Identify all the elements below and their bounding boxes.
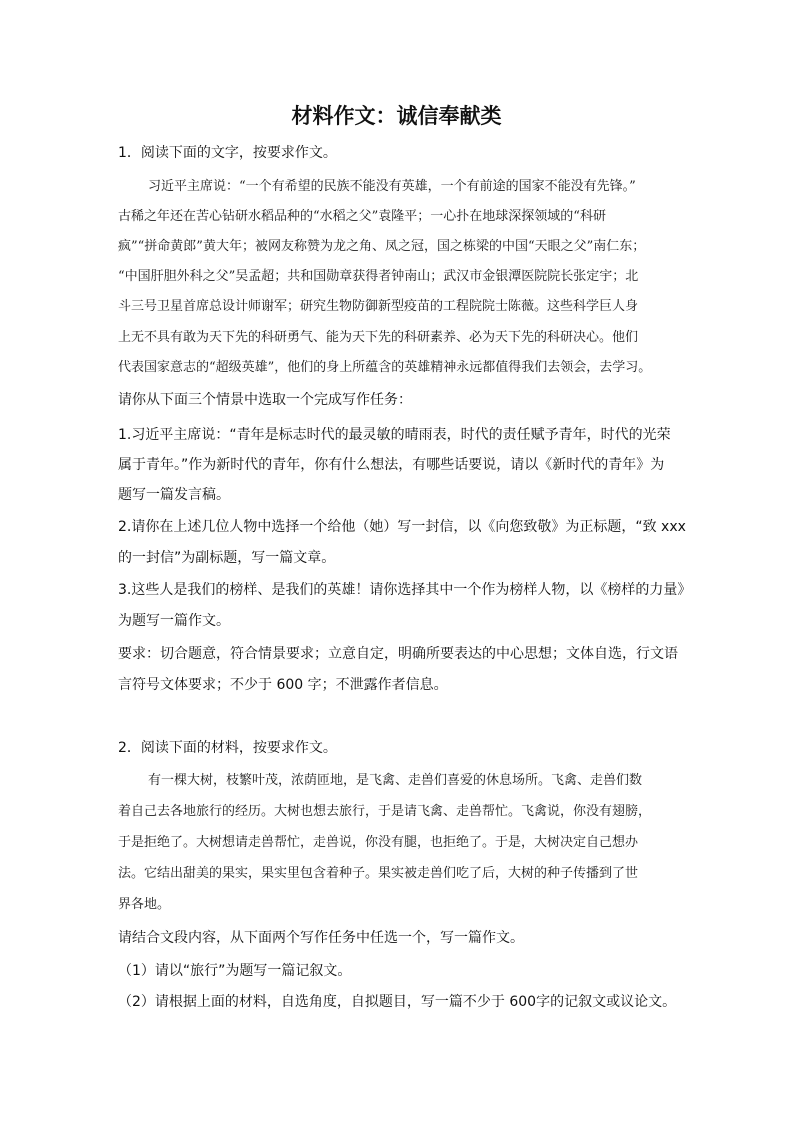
q1-requirements-line: 要求：切合题意，符合情景要求；立意自定，明确所要表达的中心思想；文体自选，行文语 — [118, 646, 678, 662]
q1-task-line: 3.这些人是我们的榜样、是我们的英雄！请你选择其中一个作为榜样人物，以《榜样的力量》 — [118, 582, 692, 598]
q1-material-line: 古稀之年还在苦心钻研水稻品种的“水稻之父”袁隆平；一心扑在地球深探领域的“科研 — [118, 209, 606, 224]
q1-material-line: 斗三号卫星首席总设计师谢军；研究生物防御新型疫苗的工程院院士陈薇。这些科学巨人身 — [118, 299, 639, 314]
q2-material-line: 着自己去各地旅行的经历。大树也想去旅行，于是请飞禽、走兽帮忙。飞禽说，你没有翅膀， — [118, 804, 652, 819]
q1-task-line: 的一封信”为副标题，写一篇文章。 — [118, 550, 336, 566]
q1-task-line: 1.习近平主席说：“青年是标志时代的最灵敏的晴雨表，时代的责任赋予青年，时代的光荣 — [118, 427, 671, 443]
q1-task-line: 为题写一篇作文。 — [118, 613, 230, 629]
q2-prompt: 请结合文段内容，从下面两个写作任务中任选一个，写一篇作文。 — [118, 930, 524, 946]
q1-task-line: 2.请你在上述几位人物中选择一个给他（她）写一封信，以《向您致敬》为正标题，“致 xxx — [118, 519, 686, 535]
q2-material-line: 界各地。 — [118, 897, 171, 912]
q2-material-line: 于是拒绝了。大树想请走兽帮忙，走兽说，你没有腿，也拒绝了。于是，大树决定自己想办 — [118, 835, 639, 850]
q2-material-line: 法。它结出甜美的果实，果实里包含着种子。果实被走兽们吃了后，大树的种子传播到了世 — [118, 866, 639, 881]
q1-material-line: “中国肝胆外科之父”吴孟超；共和国勋章获得者钟南山；武汉市金银潭医院院长张定宇；北 — [118, 269, 639, 284]
q1-material-line: 习近平主席说：“一个有希望的民族不能没有英雄，一个有前途的国家不能没有先锋。” — [148, 179, 636, 194]
q2-material-line: 有一棵大树，枝繁叶茂，浓荫匝地，是飞禽、走兽们喜爱的休息场所。飞禽、走兽们数 — [148, 773, 643, 788]
q1-heading: 1．阅读下面的文字，按要求作文。 — [118, 145, 337, 161]
q1-task-line: 属于青年。”作为新时代的青年，你有什么想法，有哪些话要说，请以《新时代的青年》为 — [118, 457, 665, 473]
q1-task-line: 题写一篇发言稿。 — [118, 487, 230, 503]
q2-task-line: （1）请以“旅行”为题写一篇记叙文。 — [118, 963, 352, 979]
q1-material-line: 上无不具有敢为天下先的科研勇气、能为天下先的科研素养、必为天下先的科研决心。他们 — [118, 330, 639, 345]
q1-requirements-line: 言符号文体要求；不少于 600 字；不泄露作者信息。 — [118, 677, 448, 693]
q1-prompt: 请你从下面三个情景中选取一个完成写作任务： — [118, 392, 412, 408]
q1-material-line: 代表国家意志的“超级英雄”，他们的身上所蕴含的英雄精神永远都值得我们去领会，去学习。 — [118, 360, 652, 375]
q2-heading: 2．阅读下面的材料，按要求作文。 — [118, 740, 337, 756]
page-title: 材料作文：诚信奉献类 — [291, 103, 502, 128]
q1-material-line: 疯”“拼命黄郎”黄大年；被网友称赞为龙之角、凤之冠，国之栋梁的中国“天眼之父”南仁东； — [118, 239, 646, 254]
q2-task-line: （2）请根据上面的材料，自选角度，自拟题目，写一篇不少于 600字的记叙文或议论文。 — [118, 994, 677, 1010]
